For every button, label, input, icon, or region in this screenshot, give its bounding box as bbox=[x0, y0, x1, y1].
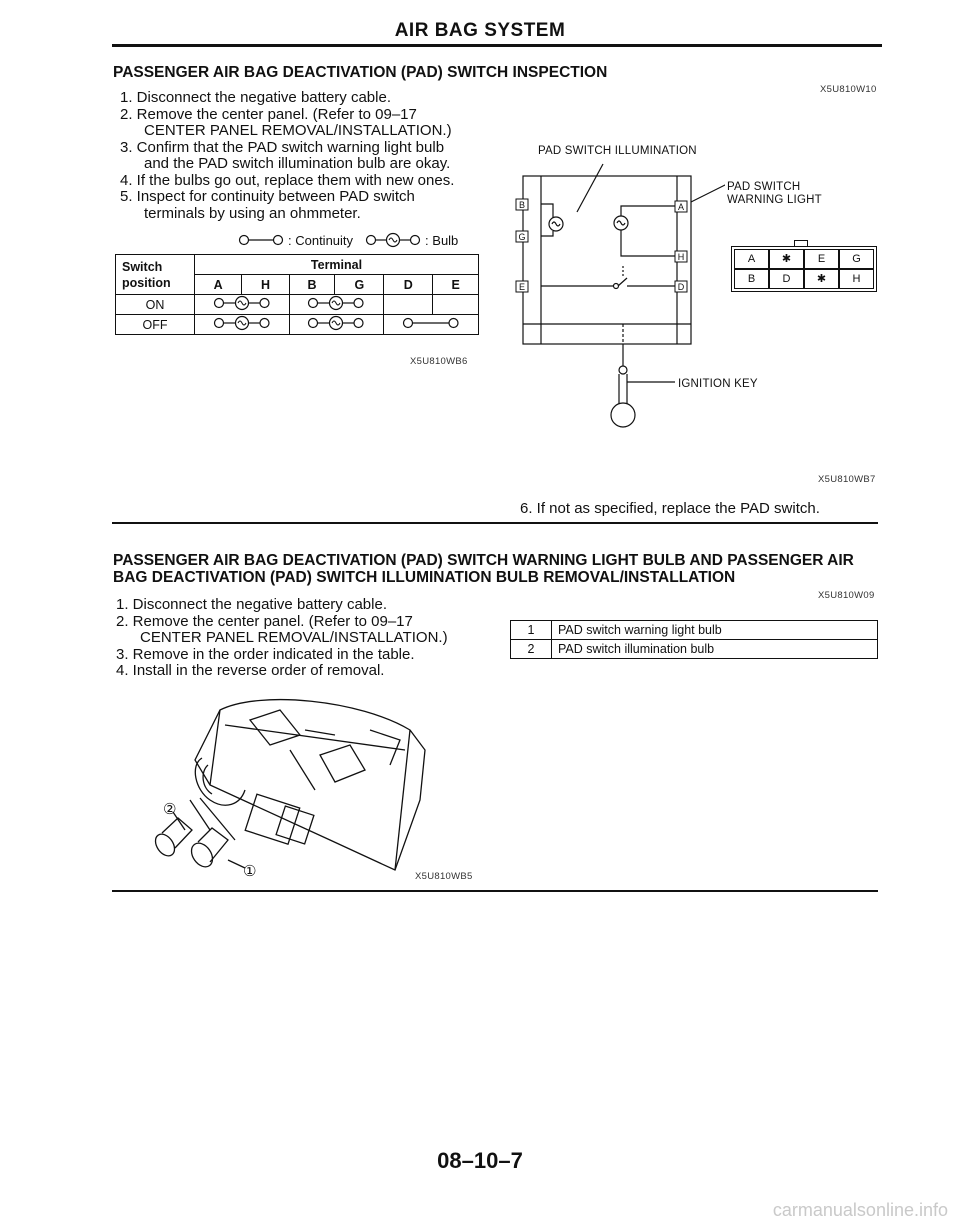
table-figure-code: X5U810WB6 bbox=[410, 356, 468, 367]
continuity-legend bbox=[238, 232, 458, 248]
connector-pin: D bbox=[769, 269, 804, 289]
removal-order-table bbox=[510, 620, 878, 659]
pad-switch-illustration bbox=[140, 690, 440, 885]
continuity-symbol-icon bbox=[396, 316, 466, 330]
callout-2: ② bbox=[163, 800, 177, 818]
connector-pin: H bbox=[839, 269, 874, 289]
watermark-footer: carmanualsonline.info bbox=[772, 1200, 948, 1220]
step-3: 3. Confirm that the PAD switch warning light bulb bbox=[120, 138, 445, 156]
step-5: 5. Inspect for continuity between PAD switch bbox=[120, 188, 415, 205]
section-divider bbox=[112, 522, 878, 524]
step-2-cont: CENTER PANEL REMOVAL/INSTALLATION.) bbox=[140, 629, 448, 646]
terminal-header: G bbox=[335, 275, 384, 295]
bulb-symbol-icon bbox=[365, 232, 421, 248]
illustration-figure-code: X5U810WB5 bbox=[415, 871, 473, 882]
svg-text:D: D bbox=[677, 282, 685, 292]
step-6: 6. If not as specified, replace the PAD switch. bbox=[520, 500, 820, 517]
table-row bbox=[511, 621, 878, 640]
section1-code: X5U810W10 bbox=[820, 84, 877, 95]
bulb-symbol-icon bbox=[301, 295, 371, 311]
bulb-symbol-icon bbox=[207, 315, 277, 331]
section-divider bbox=[112, 890, 878, 892]
label-ignition-key: IGNITION KEY bbox=[678, 378, 758, 390]
continuity-table bbox=[115, 254, 479, 335]
page-header-title: AIR BAG SYSTEM bbox=[394, 20, 566, 41]
col-header-switch-position: Switch position bbox=[116, 255, 195, 295]
connector-pin: B bbox=[734, 269, 769, 289]
step-1: 1. Disconnect the negative battery cable. bbox=[120, 89, 391, 106]
row-label-on: ON bbox=[116, 295, 195, 315]
label-warning-light: WARNING LIGHT bbox=[727, 194, 822, 206]
connector-pin: ✱ bbox=[804, 269, 839, 289]
step-4: 4. If the bulbs go out, replace them with new ones. bbox=[120, 171, 455, 189]
connector-pin: ✱ bbox=[769, 249, 804, 269]
part-name: PAD switch illumination bulb bbox=[552, 640, 878, 659]
step-2: 2. Remove the center panel. (Refer to 09–17 bbox=[120, 105, 417, 123]
section1-steps bbox=[120, 90, 500, 222]
connector-pin: G bbox=[839, 249, 874, 269]
header-rule bbox=[112, 44, 882, 47]
bulb-symbol-icon bbox=[301, 315, 371, 331]
connector-pin: E bbox=[804, 249, 839, 269]
step-2-cont: CENTER PANEL REMOVAL/INSTALLATION.) bbox=[144, 122, 452, 139]
connector-latch bbox=[794, 240, 808, 246]
step-2: 2. Remove the center panel. (Refer to 09–17 bbox=[116, 612, 413, 630]
step-3-cont: and the PAD switch illumination bulb are okay. bbox=[144, 155, 451, 172]
svg-text:B: B bbox=[518, 200, 526, 210]
step-3: 3. Remove in the order indicated in the table. bbox=[116, 645, 415, 663]
connector-pin: A bbox=[734, 249, 769, 269]
part-number: 2 bbox=[511, 640, 552, 659]
section2-steps bbox=[116, 597, 496, 680]
section1-title: PASSENGER AIR BAG DEACTIVATION (PAD) SWITCH INSPECTION bbox=[113, 64, 608, 81]
off-d-e-continuity-cell bbox=[384, 315, 479, 335]
on-b-g-bulb-cell bbox=[289, 295, 384, 315]
col-header-terminal: Terminal bbox=[195, 255, 479, 275]
pad-switch-connector bbox=[731, 246, 877, 292]
svg-text:A: A bbox=[677, 202, 685, 212]
page-number: 08–10–7 bbox=[437, 1148, 523, 1173]
step-4: 4. Install in the reverse order of removal. bbox=[116, 662, 385, 679]
section2-title-line2: BAG DEACTIVATION (PAD) SWITCH ILLUMINATION BULB REMOVAL/INSTALLATION bbox=[113, 569, 736, 586]
svg-text:H: H bbox=[677, 252, 685, 262]
section2-code: X5U810W09 bbox=[818, 590, 875, 601]
callout-1: ① bbox=[243, 862, 257, 880]
label-pad-switch: PAD SWITCH bbox=[727, 181, 801, 193]
step-1: 1. Disconnect the negative battery cable. bbox=[116, 596, 387, 613]
diagram-figure-code: X5U810WB7 bbox=[818, 474, 876, 485]
part-number: 1 bbox=[511, 621, 552, 640]
bulb-symbol-icon bbox=[207, 295, 277, 311]
off-b-g-bulb-cell bbox=[289, 315, 384, 335]
step-5-cont: terminals by using an ohmmeter. bbox=[144, 204, 361, 222]
table-row bbox=[511, 640, 878, 659]
legend-bulb-text: : Bulb bbox=[425, 232, 459, 248]
svg-text:E: E bbox=[518, 282, 526, 292]
terminal-header: B bbox=[289, 275, 335, 295]
legend-continuity-text: : Continuity bbox=[288, 232, 354, 248]
label-pad-switch-illumination: PAD SWITCH ILLUMINATION bbox=[538, 145, 697, 157]
on-a-h-bulb-cell bbox=[195, 295, 290, 315]
part-name: PAD switch warning light bulb bbox=[552, 621, 878, 640]
terminal-header: D bbox=[384, 275, 433, 295]
terminal-header: E bbox=[433, 275, 479, 295]
continuity-symbol-icon bbox=[238, 234, 284, 246]
svg-text:G: G bbox=[518, 232, 526, 242]
terminal-header: A bbox=[195, 275, 242, 295]
terminal-header: H bbox=[242, 275, 289, 295]
row-label-off: OFF bbox=[116, 315, 195, 335]
pad-switch-circuit-diagram bbox=[515, 156, 725, 436]
section2-title-line1: PASSENGER AIR BAG DEACTIVATION (PAD) SWITCH WARNING LIGHT BULB AND PASSENGER AIR bbox=[113, 552, 854, 569]
off-a-h-bulb-cell bbox=[195, 315, 290, 335]
